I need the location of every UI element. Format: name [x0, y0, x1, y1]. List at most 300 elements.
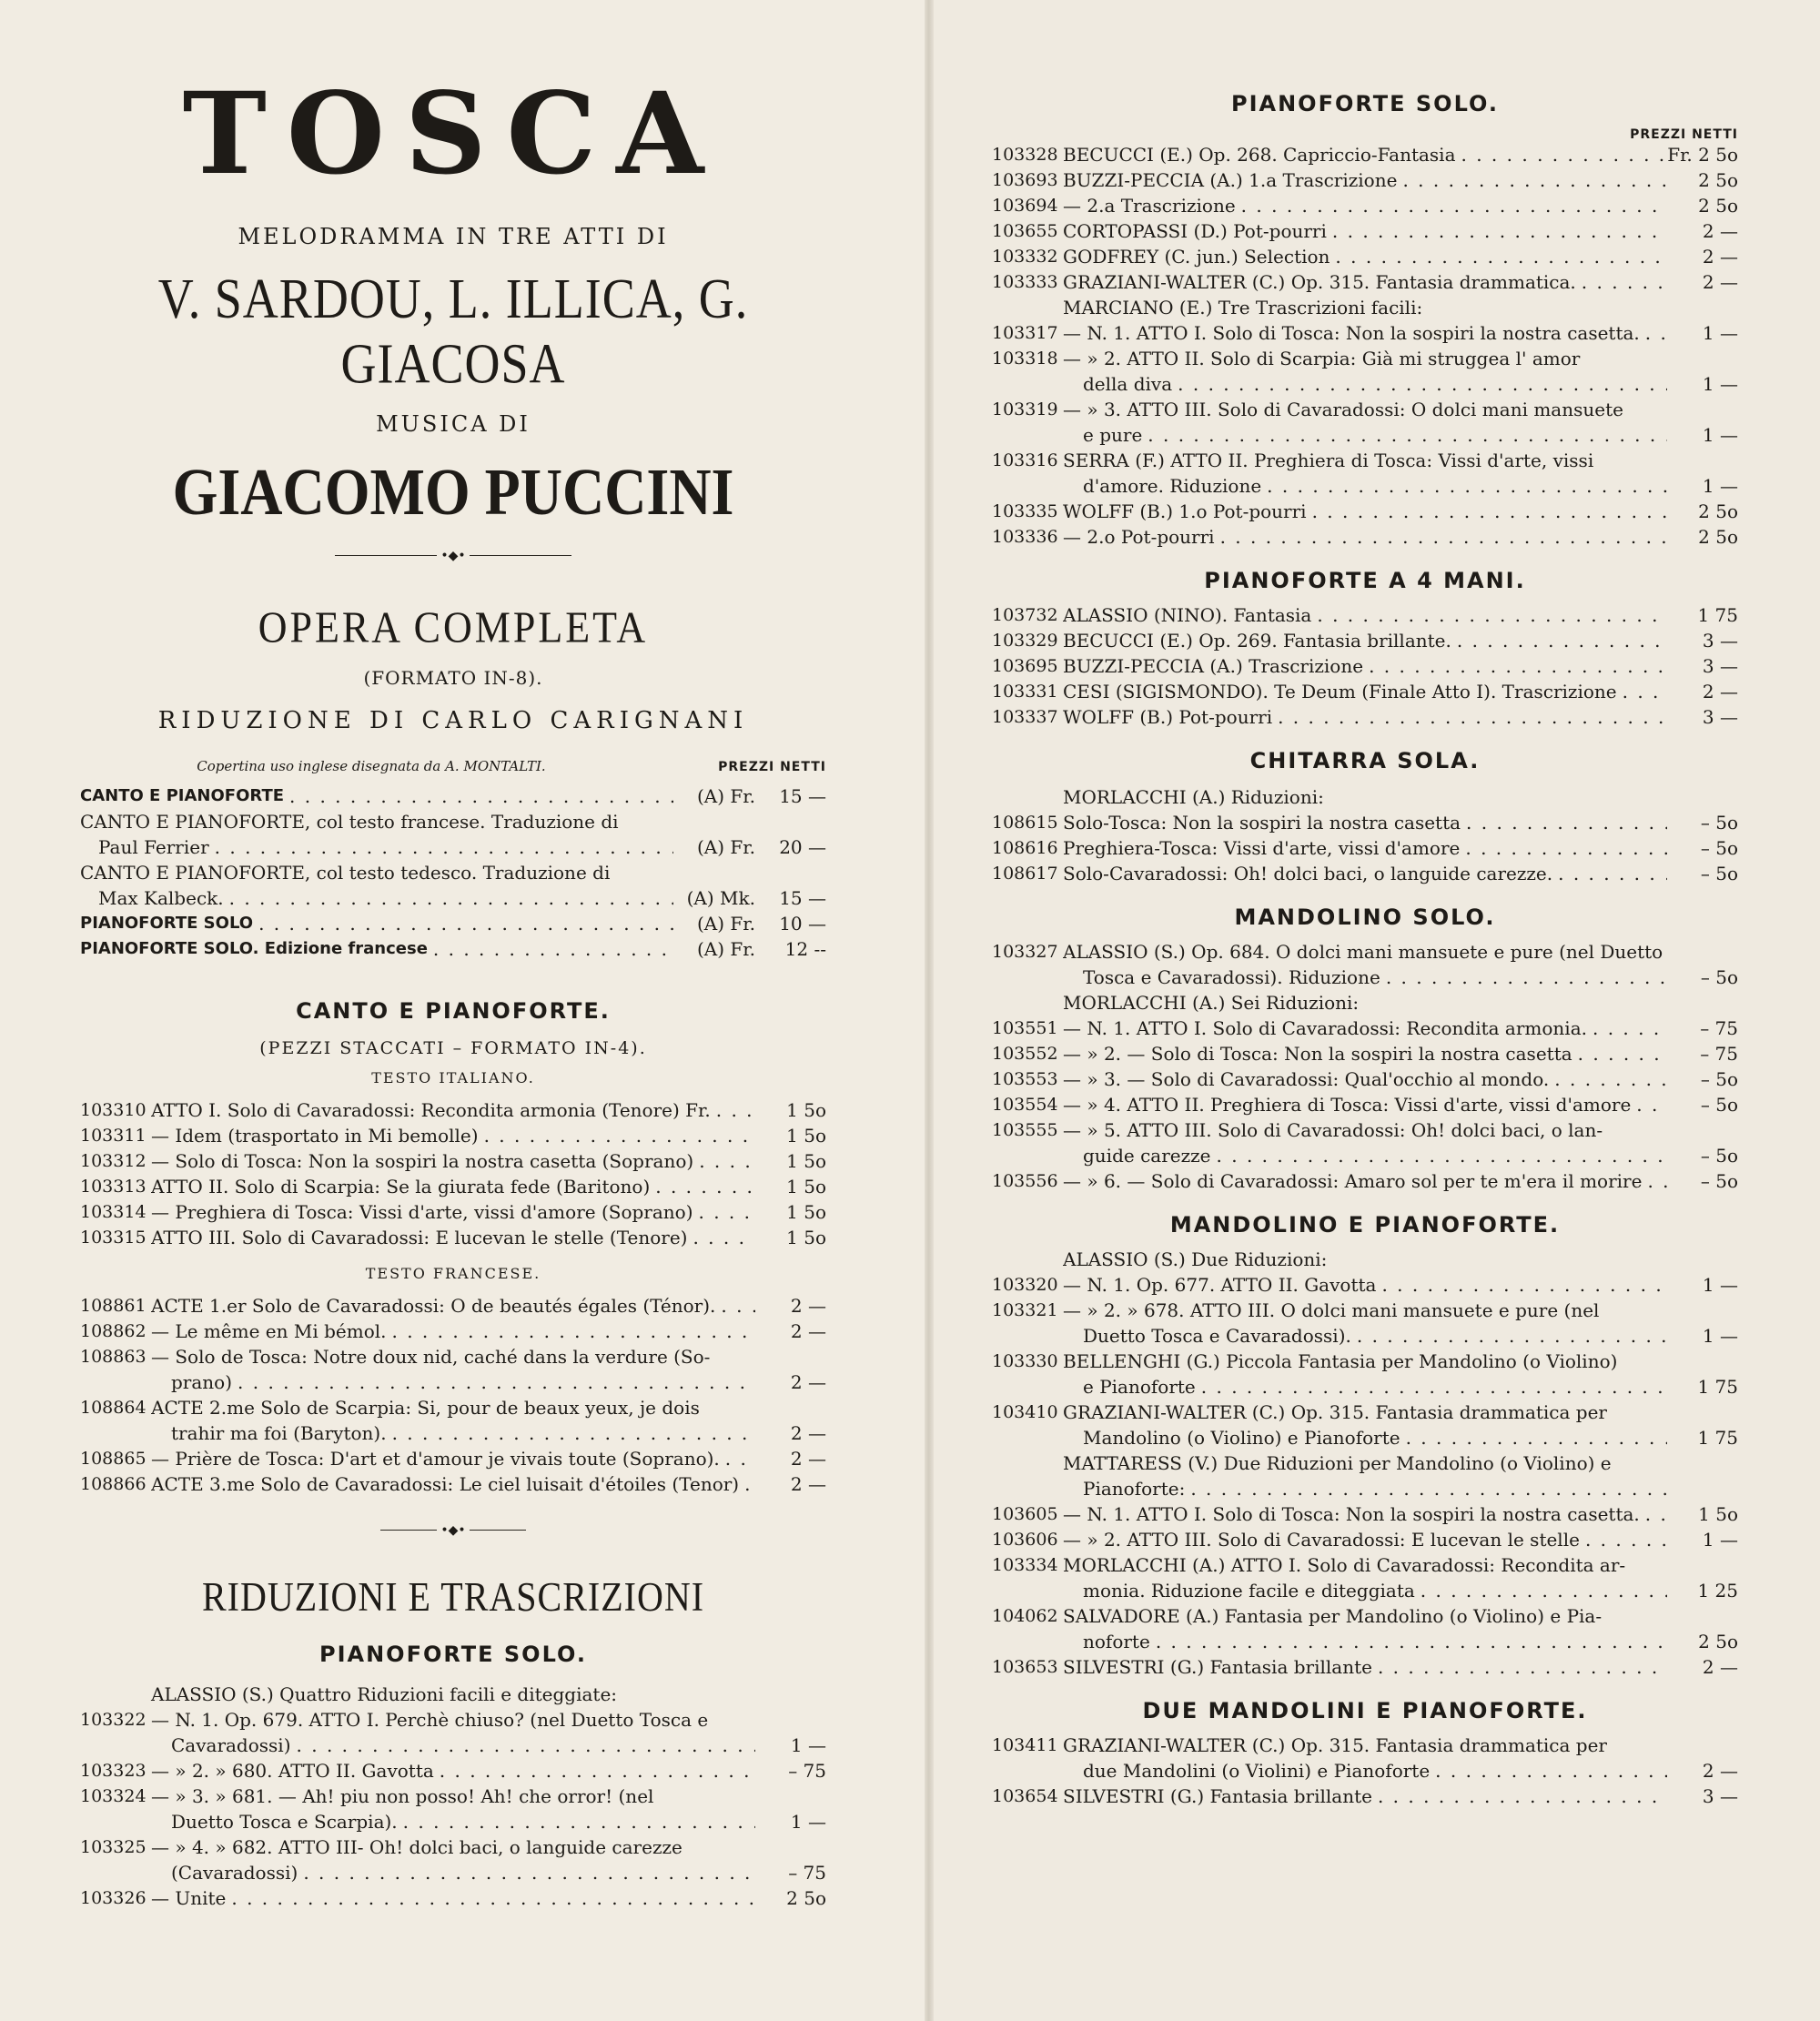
alassio-intro: ALASSIO (S.) Quattro Riduzioni facili e diteggiate: [151, 1683, 618, 1705]
catalog-price: 1 5o [1698, 1503, 1738, 1525]
catalog-entry [992, 320, 1738, 346]
testo-francese-list [80, 1293, 826, 1497]
catalog-title [151, 1834, 755, 1860]
catalog-title-text: — » 4. ATTO II. Preghiera di Tosca: Vissi d'arte, vissi d'amore [1063, 1092, 1636, 1117]
catalog-entry-continued [80, 1369, 826, 1395]
copertina-note: Copertina uso inglese disegnata da A. MONTALTI. [197, 758, 546, 774]
catalog-entry-continued [992, 1476, 1738, 1501]
catalog-number: 103554 [992, 1095, 1058, 1115]
pianoforte-solo-list [992, 142, 1738, 550]
catalog-title [1063, 193, 1667, 218]
opera-entry-price: 15 — [779, 785, 826, 807]
catalog-number: 103694 [992, 196, 1058, 216]
catalog-title [1063, 1603, 1667, 1629]
catalog-number: 103318 [992, 349, 1058, 369]
catalog-title-text: MARCIANO (E.) Tre Trascrizioni facili: [1063, 297, 1423, 318]
catalog-entry-continued [80, 1733, 826, 1758]
catalog-entry [992, 1298, 1738, 1323]
catalog-entry [992, 142, 1738, 167]
catalog-title-text: WOLFF (B.) 1.o Pot-pourri [1063, 499, 1312, 524]
catalog-title-text: — » 2. » 678. ATTO III. O dolci mani mansuete e pure (nel [1063, 1299, 1600, 1321]
catalog-number: 103328 [992, 145, 1058, 165]
catalog-price: 1 5o [786, 1201, 826, 1223]
catalog-price: 1 — [1702, 322, 1738, 344]
catalog-title [1063, 524, 1667, 550]
catalog-price: 2 — [1702, 681, 1738, 702]
catalog-price: – 5o [1700, 1094, 1738, 1116]
catalog-number: 103606 [992, 1530, 1058, 1550]
catalog-price: 1 5o [786, 1125, 826, 1147]
catalog-entry-continued [992, 1425, 1738, 1450]
catalog-title-text: — N. 1. ATTO I. Solo di Cavaradossi: Recondita armonia. [1063, 1016, 1592, 1041]
catalog-number: 104062 [992, 1606, 1058, 1626]
catalog-price: 1 5o [786, 1227, 826, 1248]
catalog-price: 3 — [1702, 1785, 1738, 1807]
opera-entry-title [80, 911, 673, 936]
left-pianoforte-solo-heading: PIANOFORTE SOLO. [318, 1642, 588, 1667]
catalog-title-continued [151, 1369, 755, 1395]
catalog-title-text: Solo-Tosca: Non la sospiri la nostra casetta [1063, 810, 1466, 835]
chitarra-heading: CHITARRA SOLA. [1249, 748, 1481, 773]
opera-entry-code: (A) Fr. [696, 938, 755, 960]
catalog-price: 2 — [1702, 1760, 1738, 1782]
opera-entry-text: Paul Ferrier [98, 836, 209, 858]
catalog-number: 103320 [992, 1275, 1058, 1295]
catalog-entry [992, 653, 1738, 679]
catalog-title [1063, 810, 1667, 835]
catalog-entry [80, 1319, 826, 1344]
catalog-entry [992, 1272, 1738, 1298]
opera-entry [80, 885, 826, 911]
catalog-title-continued [1063, 1758, 1667, 1784]
catalog-title-continued [1063, 1476, 1667, 1501]
catalog-number: 103732 [992, 605, 1058, 625]
catalog-price: 1 75 [1697, 1427, 1738, 1449]
catalog-title [1063, 1168, 1667, 1194]
catalog-number: 103322 [80, 1710, 147, 1730]
catalog-number: 103655 [992, 221, 1058, 241]
catalog-number: 103314 [80, 1202, 147, 1222]
catalog-entry-continued [80, 1420, 826, 1446]
catalog-continued-text: Duetto Tosca e Cavaradossi). [1083, 1323, 1357, 1349]
catalog-title [1063, 1400, 1667, 1425]
catalog-continued-text: della diva [1083, 371, 1178, 397]
catalog-title [1063, 320, 1667, 346]
catalog-number: 103329 [992, 631, 1058, 651]
catalog-title-text: BUZZI-PECCIA (A.) Trascrizione [1063, 653, 1369, 679]
catalog-title [151, 1395, 755, 1420]
catalog-price: 1 25 [1697, 1580, 1738, 1602]
catalog-price: 2 — [1702, 220, 1738, 242]
catalog-title-text: ATTO I. Solo di Cavaradossi: Recondita armonia (Tenore) Fr. [151, 1099, 711, 1121]
catalog-price: 2 — [790, 1320, 826, 1342]
catalog-title-text: MORLACCHI (A.) ATTO I. Solo di Cavaradossi: Recondita ar- [1063, 1554, 1626, 1576]
catalog-title-text: — N. 1. Op. 677. ATTO II. Gavotta [1063, 1272, 1381, 1298]
catalog-price: 3 — [1702, 655, 1738, 677]
catalog-title-continued [1063, 1578, 1667, 1603]
catalog-title-text: MORLACCHI (A.) Sei Riduzioni: [1063, 992, 1360, 1014]
catalog-title-text: ALASSIO (S.) Due Riduzioni: [1063, 1248, 1328, 1270]
catalog-price: – 75 [1700, 1017, 1738, 1039]
catalog-entry [80, 1148, 826, 1174]
catalog-title [151, 1293, 755, 1319]
catalog-title-text: CORTOPASSI (D.) Pot-pourri [1063, 218, 1332, 244]
opera-entry [80, 783, 826, 809]
ornament-divider [80, 546, 826, 564]
opera-entry-title [80, 936, 673, 962]
opera-entry-text: CANTO E PIANOFORTE, col testo tedesco. Traduzione di [80, 862, 611, 884]
catalog-entry-continued [992, 1374, 1738, 1400]
catalog-title [1063, 704, 1667, 730]
catalog-title [1063, 1092, 1667, 1117]
catalog-title [1063, 1654, 1667, 1680]
catalog-price: 2 5o [1698, 169, 1738, 191]
catalog-title-text: — » 5. ATTO III. Solo di Cavaradossi: Oh! dolci baci, o lan- [1063, 1119, 1603, 1141]
opera-entry-code: (A) Fr. [696, 836, 755, 858]
librettists: V. SARDOU, L. ILLICA, G. GIACOSA [157, 267, 749, 396]
catalog-price: 2 — [1702, 246, 1738, 268]
catalog-title [151, 1225, 755, 1250]
due-mandolini-list [992, 1733, 1738, 1809]
catalog-entry [80, 1446, 826, 1471]
catalog-number: 108615 [992, 813, 1058, 833]
catalog-entry [992, 167, 1738, 193]
catalog-title [1063, 939, 1667, 965]
catalog-title-text: Preghiera-Tosca: Vissi d'arte, vissi d'amore [1063, 835, 1465, 861]
catalog-entry [992, 1552, 1738, 1578]
catalog-title [1063, 1349, 1667, 1374]
catalog-continued-text: noforte [1083, 1629, 1156, 1654]
catalog-entry [992, 1117, 1738, 1143]
catalog-number: 103605 [992, 1504, 1058, 1524]
catalog-title-text: SILVESTRI (G.) Fantasia brillante [1063, 1784, 1378, 1809]
opera-entry-text: Max Kalbeck. [98, 887, 224, 909]
catalog-title-text: — » 3. ATTO III. Solo di Cavaradossi: O dolci mani mansuete [1063, 399, 1623, 420]
testo-francese-heading: TESTO FRANCESE. [365, 1265, 541, 1282]
catalog-title-text: — Prière de Tosca: D'art et d'amour je vivais toute (Soprano). [151, 1448, 720, 1470]
catalog-price: – 5o [1700, 837, 1738, 859]
opera-entry-head [80, 809, 826, 834]
catalog-title-text: — » 2. — Solo di Tosca: Non la sospiri la nostra casetta [1063, 1041, 1578, 1066]
catalog-title-text: ATTO III. Solo di Cavaradossi: E lucevan le stelle (Tenore) [151, 1227, 688, 1248]
catalog-title-text: SERRA (F.) ATTO II. Preghiera di Tosca: Vissi d'arte, vissi [1063, 450, 1594, 471]
catalog-number: 103310 [80, 1100, 147, 1120]
catalog-title [1063, 397, 1667, 422]
catalog-number: 103315 [80, 1228, 147, 1248]
catalog-title-text: — Idem (trasportato in Mi bemolle) [151, 1125, 479, 1147]
catalog-entry [80, 1225, 826, 1250]
opera-entry-price: 15 — [779, 887, 826, 909]
catalog-price: – 5o [1700, 812, 1738, 834]
opera-entry-price: 20 — [779, 836, 826, 858]
catalog-entry-continued [80, 1809, 826, 1834]
catalog-number: 103693 [992, 170, 1058, 190]
catalog-number: 103410 [992, 1402, 1058, 1422]
catalog-title-text: BECUCCI (E.) Op. 268. Capriccio-Fantasia [1063, 142, 1461, 167]
right-prices-header: PREZZI NETTI [1630, 127, 1738, 142]
catalog-entry-continued [80, 1860, 826, 1885]
catalog-price: 1 — [1702, 373, 1738, 395]
catalog-title-text: ALASSIO (S.) Op. 684. O dolci mani mansuete e pure (nel Duetto [1063, 941, 1663, 963]
catalog-entry [80, 1174, 826, 1199]
catalog-continued-text: Cavaradossi) [171, 1734, 291, 1756]
music-by: MUSICA DI [376, 411, 531, 437]
catalog-title-text: — Preghiera di Tosca: Vissi d'arte, vissi d'amore (Soprano) [151, 1201, 693, 1223]
catalog-title [1063, 1298, 1667, 1323]
opera-entry-head [80, 860, 826, 885]
catalog-price: 1 — [1702, 1274, 1738, 1296]
catalog-title-text: — Solo di Tosca: Non la sospiri la nostra casetta (Soprano) [151, 1150, 694, 1172]
catalog-title [1063, 1450, 1667, 1476]
catalog-price: – 75 [788, 1862, 826, 1884]
catalog-number: 103326 [80, 1888, 147, 1908]
catalog-title [151, 1199, 755, 1225]
page-fold [925, 0, 934, 2021]
catalog-continued-text: Duetto Tosca e Scarpia). [171, 1811, 398, 1833]
catalog-price: 1 75 [1697, 604, 1738, 626]
mandolino-solo-list [992, 939, 1738, 1194]
catalog-entry [992, 193, 1738, 218]
opera-entry-price: 10 — [779, 913, 826, 935]
catalog-price: – 75 [1700, 1043, 1738, 1065]
catalog-number: 103319 [992, 399, 1058, 419]
catalog-number: 103555 [992, 1120, 1058, 1140]
catalog-number: 108866 [80, 1474, 147, 1494]
catalog-entry [992, 1349, 1738, 1374]
catalog-entry [80, 1758, 826, 1784]
catalog-title-text: CESI (SIGISMONDO). Te Deum (Finale Atto I). Trascrizione [1063, 679, 1623, 704]
catalog-title-text: — N. 1. Op. 679. ATTO I. Perchè chiuso? (nel Duetto Tosca e [151, 1709, 709, 1731]
catalog-title [1063, 861, 1667, 886]
catalog-entry [80, 1199, 826, 1225]
catalog-title [1063, 835, 1667, 861]
catalog-title [151, 1097, 755, 1123]
catalog-title [151, 1123, 755, 1148]
catalog-price: 1 5o [786, 1176, 826, 1197]
catalog-title-text: BELLENGHI (G.) Piccola Fantasia per Mandolino (o Violino) [1063, 1350, 1618, 1372]
catalog-title-text: — » 6. — Solo di Cavaradossi: Amaro sol per te m'era il morire [1063, 1168, 1647, 1194]
catalog-price: 2 — [790, 1448, 826, 1470]
catalog-title-text: — » 2. ATTO II. Solo di Scarpia: Già mi struggea l' amor [1063, 348, 1581, 369]
catalog-entry [992, 448, 1738, 473]
catalog-title-text: — Solo de Tosca: Notre doux nid, caché dans la verdure (So- [151, 1346, 711, 1368]
catalog-entry [992, 990, 1738, 1016]
catalog-number: 108865 [80, 1449, 147, 1469]
catalog-price: 2 — [790, 1295, 826, 1317]
catalog-continued-text: e Pianoforte [1083, 1374, 1201, 1400]
catalog-price: 3 — [1702, 706, 1738, 728]
catalog-title-text: — N. 1. ATTO I. Solo di Tosca: Non la sospiri la nostra casetta. [1063, 320, 1645, 346]
catalog-entry [992, 1400, 1738, 1425]
left-column [80, 0, 826, 1911]
catalog-entry [80, 1395, 826, 1420]
catalog-entry-continued [992, 371, 1738, 397]
catalog-title-text: — » 2. » 680. ATTO II. Gavotta [151, 1760, 434, 1782]
catalog-title [1063, 653, 1667, 679]
catalog-title [151, 1885, 755, 1911]
catalog-title [151, 1148, 755, 1174]
catalog-price: – 5o [1700, 1145, 1738, 1167]
catalog-number: 103333 [992, 272, 1058, 292]
chitarra-list [992, 810, 1738, 886]
catalog-entry [992, 499, 1738, 524]
catalog-continued-text: due Mandolini (o Violini) e Pianoforte [1083, 1758, 1435, 1784]
catalog-entry [80, 1344, 826, 1369]
opera-completa-list [80, 783, 826, 962]
catalog-title [1063, 628, 1667, 653]
catalog-entry [992, 704, 1738, 730]
catalog-entry [992, 397, 1738, 422]
prices-header: PREZZI NETTI [718, 760, 826, 774]
catalog-title [151, 1784, 755, 1809]
catalog-title-text: WOLFF (B.) Pot-pourri [1063, 704, 1278, 730]
opera-entry-title [80, 783, 673, 809]
catalog-number: 103556 [992, 1171, 1058, 1191]
catalog-title-text: BECUCCI (E.) Op. 269. Fantasia brillante. [1063, 628, 1457, 653]
catalog-continued-text: monia. Riduzione facile e diteggiata [1083, 1578, 1421, 1603]
catalog-continued-text: trahir ma foi (Baryton). [171, 1422, 387, 1444]
catalog-number: 103330 [992, 1351, 1058, 1371]
opera-entry-text: CANTO E PIANOFORTE [80, 786, 285, 805]
catalog-title-text: ACTE 1.er Solo de Cavaradossi: O de beautés égales (Ténor). [151, 1295, 716, 1317]
catalog-number: 103335 [992, 501, 1058, 521]
opera-entry-code: (A) Fr. [696, 785, 755, 807]
mandolino-solo-heading: MANDOLINO SOLO. [1234, 904, 1496, 930]
catalog-entry-continued [992, 473, 1738, 499]
catalog-number: 103321 [992, 1300, 1058, 1320]
catalog-title [1063, 1501, 1667, 1527]
opera-entry-title [98, 834, 673, 860]
opera-entry-code: (A) Fr. [696, 913, 755, 935]
composer: GIACOMO PUCCINI [172, 454, 734, 530]
catalog-entry [992, 244, 1738, 269]
catalog-title-continued [1063, 1374, 1667, 1400]
catalog-title [151, 1758, 755, 1784]
catalog-number: 103312 [80, 1151, 147, 1171]
catalog-entry [992, 1603, 1738, 1629]
opera-entry-code: (A) Mk. [686, 887, 755, 909]
catalog-price: 1 75 [1697, 1376, 1738, 1398]
opera-entry [80, 936, 826, 962]
catalog-title-text: MATTARESS (V.) Due Riduzioni per Mandolino (o Violino) e [1063, 1452, 1612, 1474]
catalog-continued-text: (Cavaradossi) [171, 1862, 298, 1884]
catalog-title [1063, 1016, 1667, 1041]
catalog-title-continued [1063, 371, 1667, 397]
catalog-number: 108864 [80, 1398, 147, 1418]
catalog-entry [992, 679, 1738, 704]
riduzioni-heading: RIDUZIONI E TRASCRIZIONI [201, 1572, 705, 1621]
opera-entry-title [98, 885, 673, 911]
catalog-title [1063, 448, 1667, 473]
catalog-number: 103654 [992, 1786, 1058, 1806]
catalog-title [1063, 218, 1667, 244]
catalog-title-continued [151, 1860, 755, 1885]
catalog-entry-continued [992, 1629, 1738, 1654]
catalog-title-text: — » 3. — Solo di Cavaradossi: Qual'occhio al mondo. [1063, 1066, 1554, 1092]
catalog-title [151, 1344, 755, 1369]
canto-heading: CANTO E PIANOFORTE. [296, 998, 611, 1024]
alassio-list [80, 1707, 826, 1911]
catalog-entry [992, 1066, 1738, 1092]
catalog-entry [992, 939, 1738, 965]
catalog-price: 2 5o [1698, 500, 1738, 522]
ornament-icon: •◆• [437, 549, 469, 563]
catalog-title [1063, 1272, 1667, 1298]
catalog-entry [992, 1041, 1738, 1066]
catalog-continued-text: d'amore. Riduzione [1083, 473, 1267, 499]
catalog-title-continued [1063, 1143, 1667, 1168]
catalog-entry [992, 810, 1738, 835]
catalog-price: 2 — [790, 1473, 826, 1495]
catalog-continued-text: Pianoforte: [1083, 1476, 1190, 1501]
catalog-title [151, 1707, 755, 1733]
catalog-title-text: — » 2. ATTO III. Solo di Cavaradossi: E lucevan le stelle [1063, 1527, 1585, 1552]
opera-entry-text: PIANOFORTE SOLO [80, 914, 254, 933]
catalog-entry-continued [992, 1323, 1738, 1349]
catalog-entry [992, 1092, 1738, 1117]
catalog-price: – 5o [1700, 863, 1738, 884]
catalog-continued-text: Tosca e Cavaradossi). Riduzione [1083, 965, 1386, 990]
catalog-entry [992, 1016, 1738, 1041]
catalog-number: 103324 [80, 1786, 147, 1806]
catalog-title-text: ALASSIO (NINO). Fantasia [1063, 602, 1317, 628]
catalog-price: 2 5o [1698, 526, 1738, 548]
catalog-entry [992, 218, 1738, 244]
catalog-price: 1 — [790, 1734, 826, 1756]
catalog-title-continued [1063, 422, 1667, 448]
catalog-price: 1 — [1702, 475, 1738, 497]
riduzione-credit: RIDUZIONE DI CARLO CARIGNANI [157, 707, 749, 734]
catalog-title [1063, 346, 1667, 371]
catalog-title [1063, 679, 1667, 704]
catalog-number: 103327 [992, 942, 1058, 962]
catalog-entry [80, 1123, 826, 1148]
catalog-price: 2 5o [786, 1887, 826, 1909]
catalog-number: 103653 [992, 1657, 1058, 1677]
catalog-continued-text: e pure [1083, 422, 1148, 448]
catalog-title-text: ACTE 3.me Solo de Cavaradossi: Le ciel luisait d'étoiles (Tenor) [151, 1473, 740, 1495]
catalog-entry [992, 1168, 1738, 1194]
catalog-number: 103337 [992, 707, 1058, 727]
mandolino-pianoforte-list [992, 1247, 1738, 1680]
opera-entry-text: PIANOFORTE SOLO. Edizione francese [80, 939, 428, 958]
catalog-number: 103552 [992, 1044, 1058, 1064]
catalog-number: 103334 [992, 1555, 1058, 1575]
catalog-title-text: BUZZI-PECCIA (A.) 1.a Trascrizione [1063, 167, 1402, 193]
catalog-number: 103313 [80, 1177, 147, 1197]
catalog-number: 103332 [992, 247, 1058, 267]
catalog-title [151, 1319, 755, 1344]
due-mandolini-heading: DUE MANDOLINI E PIANOFORTE. [1142, 1698, 1588, 1723]
catalog-entry [992, 1450, 1738, 1476]
catalog-title-continued [1063, 1425, 1667, 1450]
catalog-price: 3 — [1702, 630, 1738, 652]
catalog-number: 103311 [80, 1126, 147, 1146]
catalog-number: 108862 [80, 1321, 147, 1341]
opera-entry [80, 834, 826, 860]
catalog-number: 103336 [992, 527, 1058, 547]
pianoforte-4-mani-list [992, 602, 1738, 730]
catalog-number: 103323 [80, 1761, 147, 1781]
catalog-title-text: — 2.a Trascrizione [1063, 193, 1241, 218]
catalog-price: – 5o [1700, 1170, 1738, 1192]
catalog-title [151, 1471, 755, 1497]
catalog-title [1063, 1041, 1667, 1066]
catalog-entry [992, 1247, 1738, 1272]
catalog-number: 108617 [992, 864, 1058, 884]
catalog-price: 1 — [790, 1811, 826, 1833]
chitarra-intro: MORLACCHI (A.) Riduzioni: [1063, 786, 1324, 808]
